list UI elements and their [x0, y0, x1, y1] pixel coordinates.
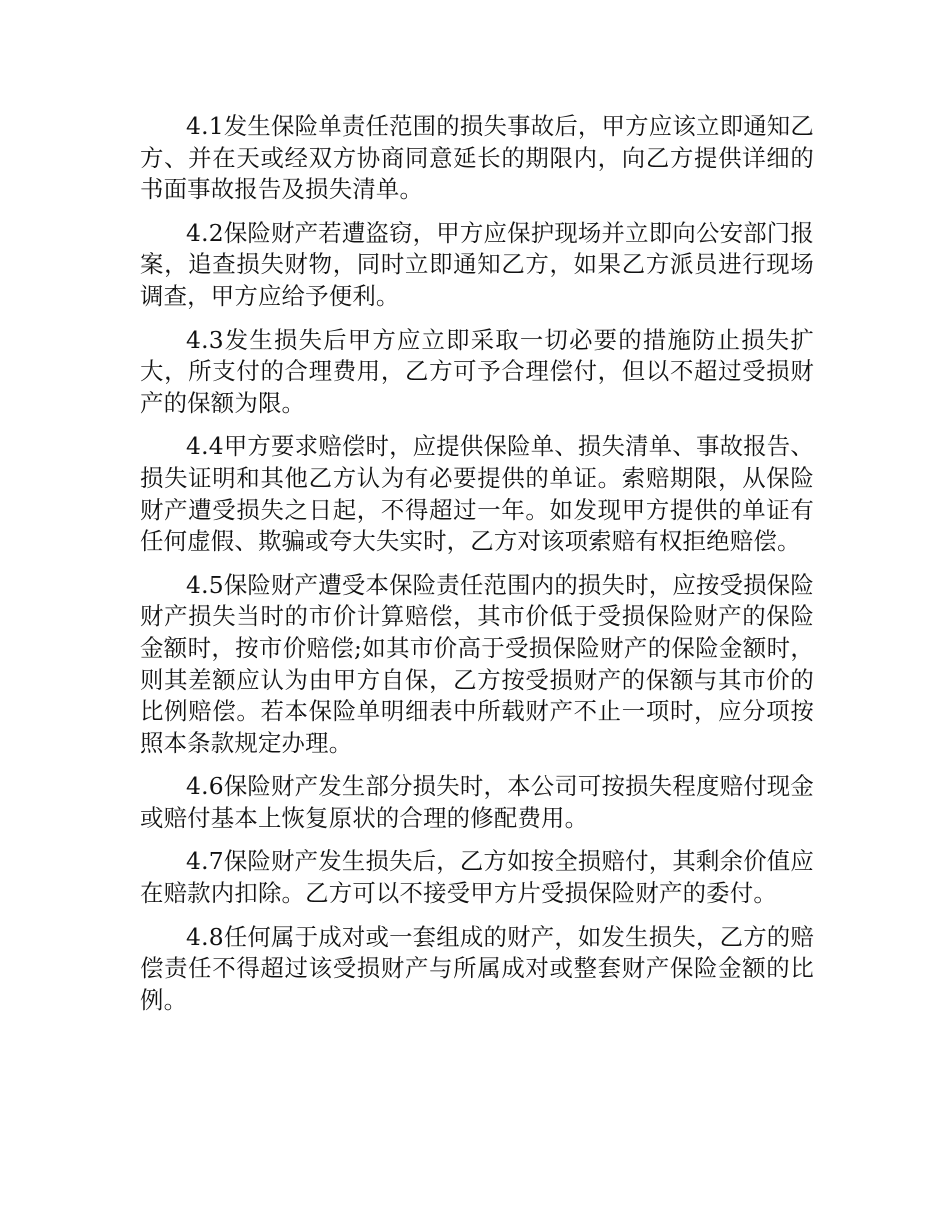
clause-4-4: 4.4甲方要求赔偿时，应提供保险单、损失清单、事故报告、损失证明和其他乙方认为有必要提供的单证。索赔期限，从保险财产遭受损失之日起，不得超过一年。如发现甲方提供的单证有任何虚假、欺骗或夸大失实时，乙方对该项索赔有权拒绝赔偿。 — [140, 432, 814, 556]
clause-4-6: 4.6保险财产发生部分损失时，本公司可按损失程度赔付现金或赔付基本上恢复原状的合理的修配费用。 — [140, 772, 814, 832]
clause-4-5: 4.5保险财产遭受本保险责任范围内的损失时，应按受损保险财产损失当时的市价计算赔偿，其市价低于受损保险财产的保险金额时，按市价赔偿;如其市价高于受损保险财产的保险金额时，则其差额应认为由甲方自保，乙方按受损财产的保额与其市价的比例赔偿。若本保险单明细表中所载财产不止一项时，应分项按照本条款规定办理。 — [140, 570, 814, 757]
clause-4-8: 4.8任何属于成对或一套组成的财产，如发生损失，乙方的赔偿责任不得超过该受损财产与所属成对或整套财产保险金额的比例。 — [140, 922, 814, 1014]
clause-4-3: 4.3发生损失后甲方应立即采取一切必要的措施防止损失扩大，所支付的合理费用，乙方可予合理偿付，但以不超过受损财产的保额为限。 — [140, 325, 814, 417]
document-body — [140, 111, 814, 1028]
clause-4-2: 4.2保险财产若遭盗窃，甲方应保护现场并立即向公安部门报案，追查损失财物，同时立即通知乙方，如果乙方派员进行现场调查，甲方应给予便利。 — [140, 218, 814, 310]
clause-4-7: 4.7保险财产发生损失后，乙方如按全损赔付，其剩余价值应在赔款内扣除。乙方可以不接受甲方片受损保险财产的委付。 — [140, 847, 814, 908]
clause-4-1: 4.1发生保险单责任范围的损失事故后，甲方应该立即通知乙方、并在天或经双方协商同意延长的期限内，向乙方提供详细的书面事故报告及损失清单。 — [140, 112, 814, 204]
